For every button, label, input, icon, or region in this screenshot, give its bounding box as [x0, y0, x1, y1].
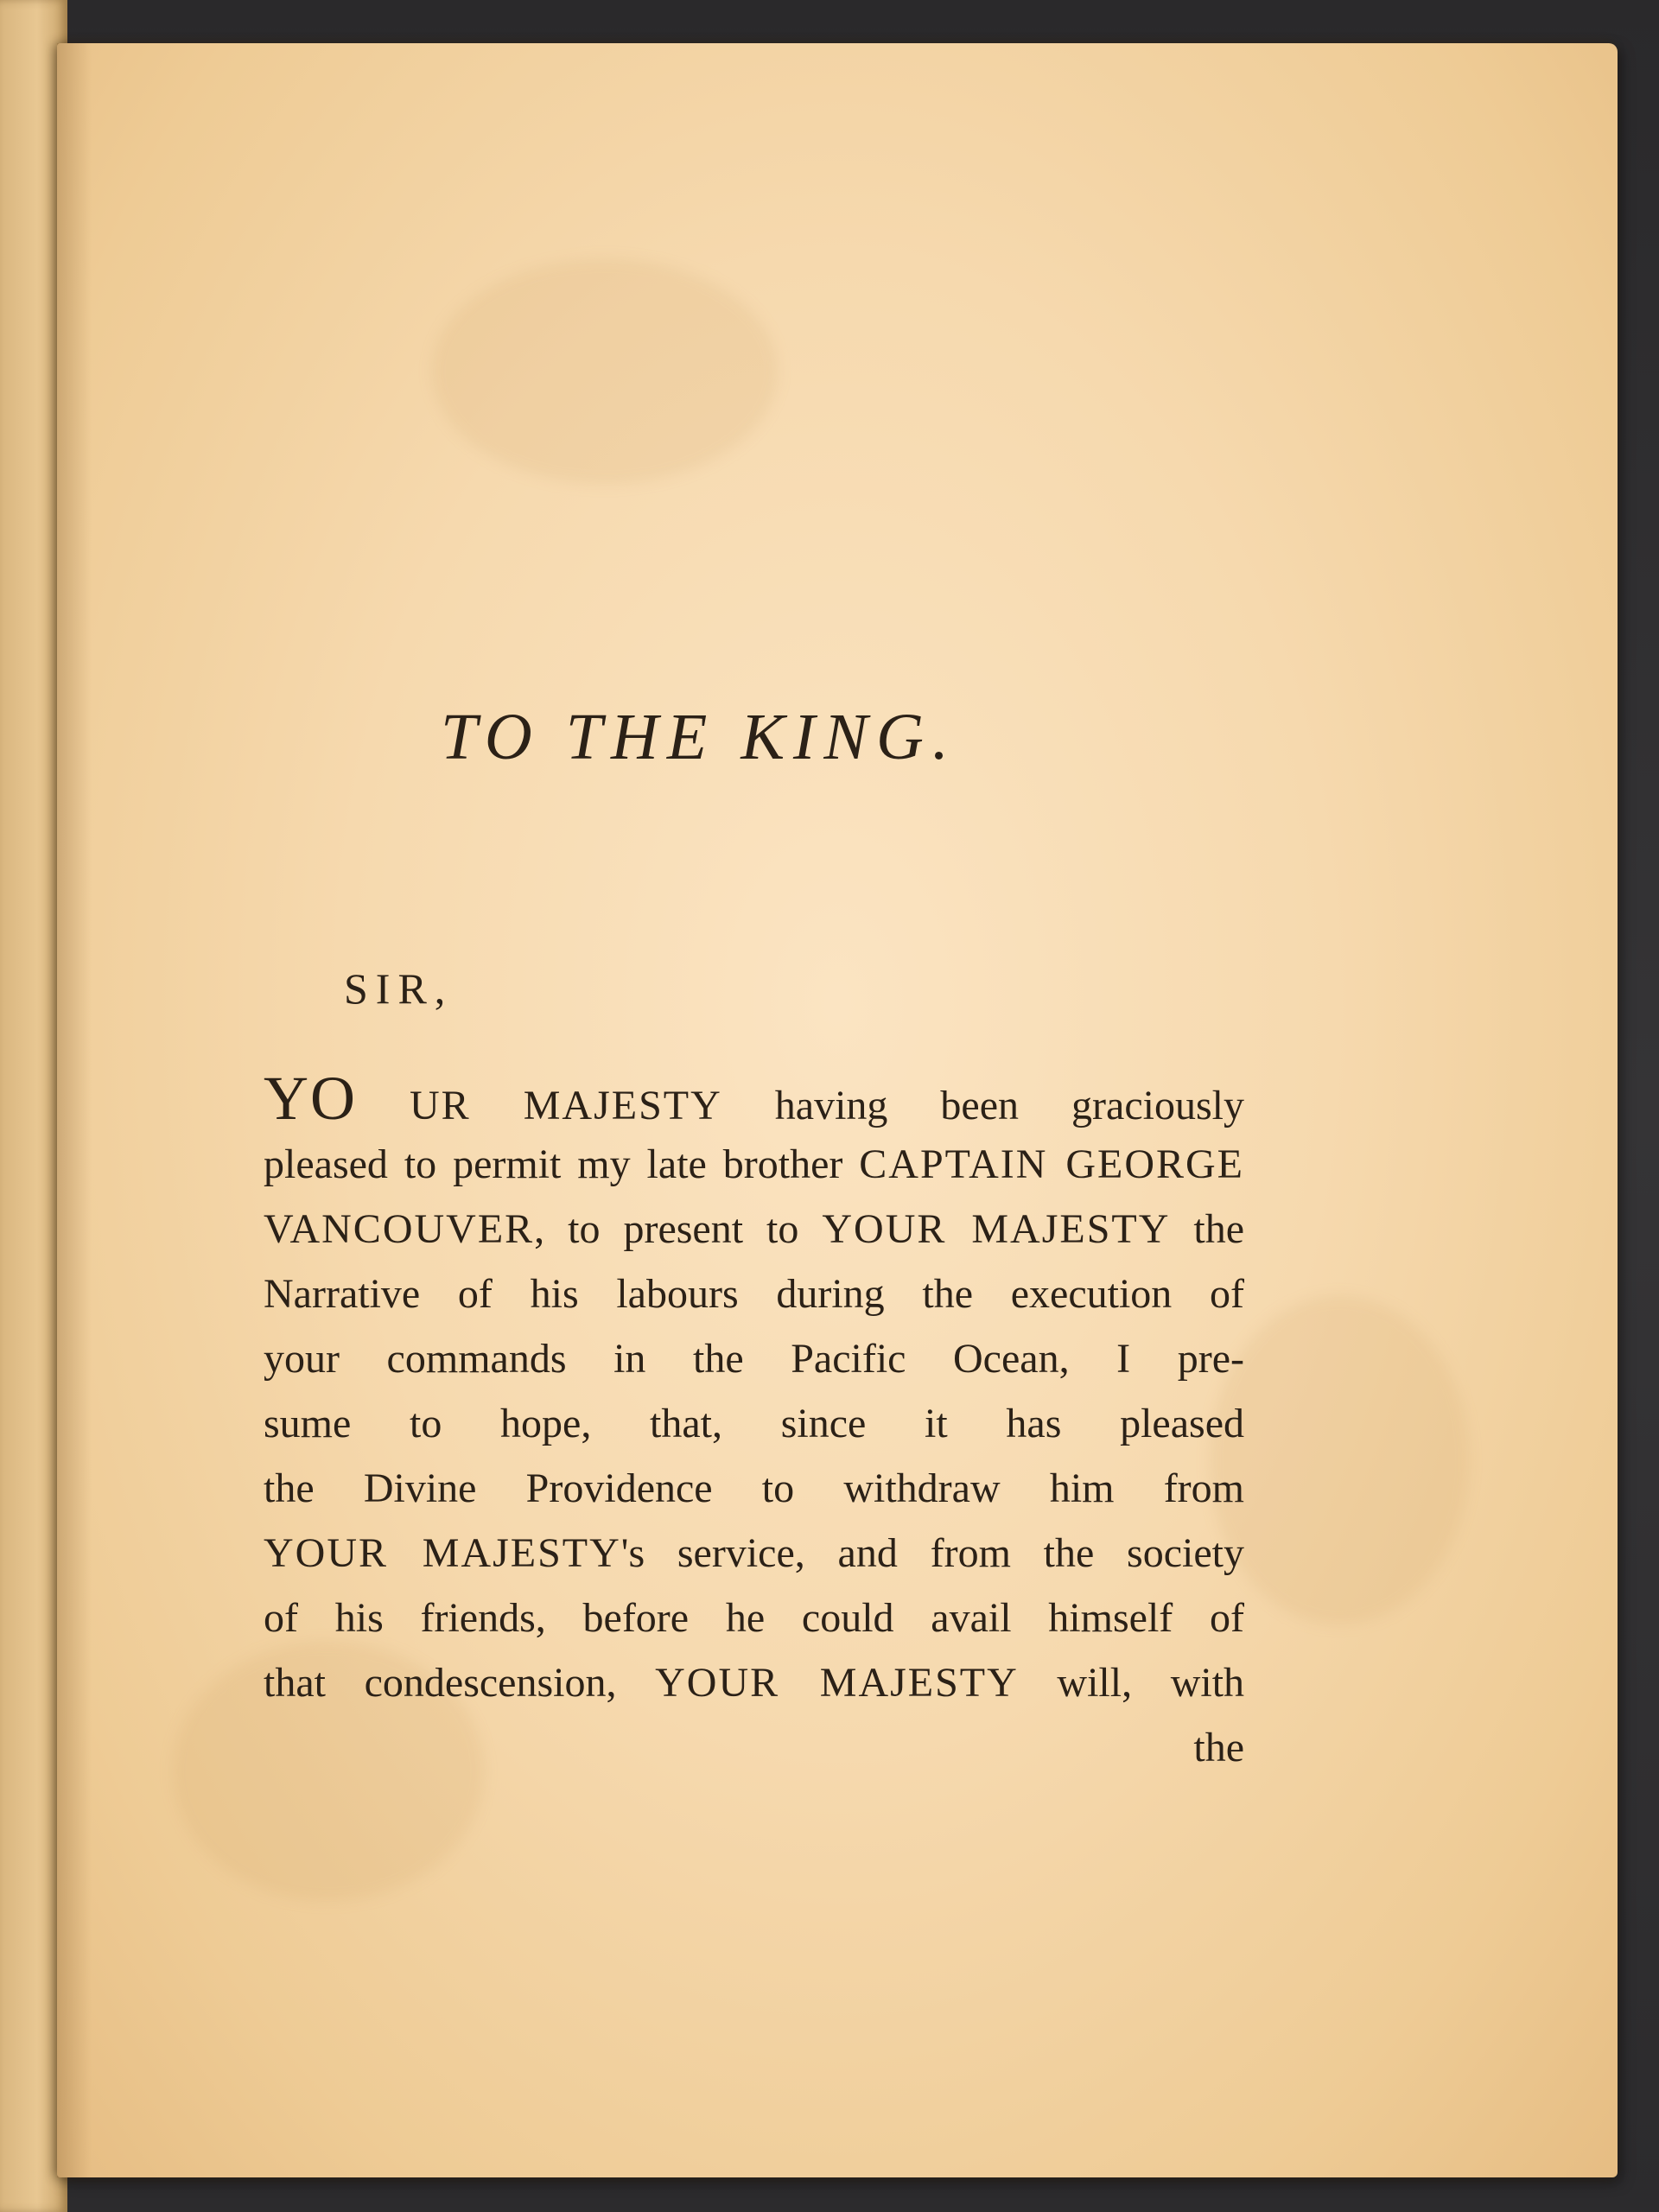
- body-text: will, with: [1057, 1660, 1245, 1706]
- small-caps-text: CAPTAIN GEORGE: [859, 1141, 1245, 1187]
- body-text: pleased to permit my late brother: [264, 1141, 843, 1187]
- page-heading: TO THE KING.: [441, 701, 957, 773]
- small-caps-text: UR: [410, 1083, 471, 1128]
- catchword: the: [1193, 1725, 1244, 1770]
- drop-cap: YO: [264, 1064, 357, 1133]
- body-text: 's service, and from the society: [620, 1530, 1245, 1576]
- body-text: that condescension,: [264, 1660, 617, 1706]
- text-line-10: [264, 1659, 1244, 1707]
- body-text: the: [1193, 1206, 1245, 1252]
- small-caps-text: YOUR MAJESTY: [655, 1660, 1019, 1706]
- small-caps-text: YOUR MAJESTY: [264, 1530, 621, 1576]
- body-text: , to present to: [534, 1206, 799, 1252]
- body-text: having been graciously: [774, 1083, 1244, 1128]
- salutation: SIR,: [344, 964, 454, 1013]
- small-caps-text: YOUR MAJESTY: [822, 1206, 1171, 1252]
- spine-shadow: [57, 43, 92, 2177]
- small-caps-text: VANCOUVER: [264, 1206, 535, 1252]
- text-line-1: [264, 1063, 1244, 1135]
- text-line-9: of his friends, before he could avail himself of: [264, 1595, 1244, 1641]
- text-line-7: the Divine Providence to withdraw him from: [264, 1465, 1244, 1511]
- text-line-4: Narrative of his labours during the execution of: [264, 1271, 1244, 1317]
- text-line-3: [264, 1205, 1244, 1253]
- paper-stain: [432, 259, 778, 484]
- text-line-2: [264, 1141, 1244, 1188]
- small-caps-text: MAJESTY: [523, 1083, 722, 1128]
- paper-stain: [1210, 1296, 1469, 1624]
- text-line-5: your commands in the Pacific Ocean, I pre-: [264, 1336, 1244, 1382]
- text-line-8: [264, 1529, 1244, 1577]
- text-line-6: sume to hope, that, since it has pleased: [264, 1401, 1244, 1446]
